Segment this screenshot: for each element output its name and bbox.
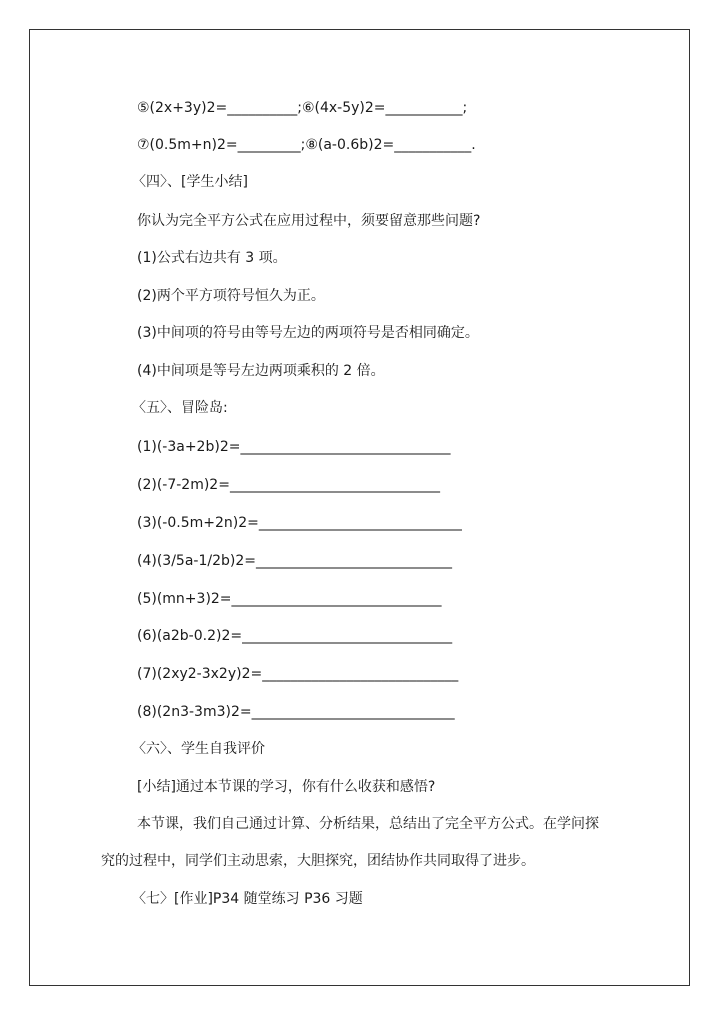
practice-item-8: (8)(2n3-3m3)2=_____________________________ [137, 704, 455, 720]
practice-item-3: (3)(-0.5m+2n)2=_____________________________ [137, 515, 462, 531]
summary-point-1: (1)公式右边共有 3 项。 [137, 250, 287, 266]
practice-item-1: (1)(-3a+2b)2=______________________________ [137, 439, 451, 455]
exercise-line-5-6: ⑤(2x+3y)2=__________;⑥(4x-5y)2=___________; [137, 100, 468, 116]
practice-item-4: (4)(3/5a-1/2b)2=____________________________ [137, 553, 452, 569]
page-border [29, 29, 690, 986]
conclusion-line-2: 究的过程中，同学们主动思索，大胆探究，团结协作共同取得了进步。 [101, 853, 535, 869]
summary-point-3: (3)中间项的符号由等号左边的两项符号是否相同确定。 [137, 325, 479, 341]
practice-item-2: (2)(-7-2m)2=______________________________ [137, 477, 440, 493]
exercise-line-7-8: ⑦(0.5m+n)2=_________;⑧(a-0.6b)2=___________. [137, 137, 476, 153]
summary-point-2: (2)两个平方项符号恒久为正。 [137, 288, 325, 304]
practice-item-5: (5)(mn+3)2=______________________________ [137, 591, 442, 607]
self-review-prompt: [小结]通过本节课的学习，你有什么收获和感悟? [137, 779, 436, 795]
homework-line: 〈七〉[作业]P34 随堂练习 P36 习题 [132, 891, 363, 907]
section-heading-4: 〈四〉、[学生小结] [132, 174, 248, 190]
section-heading-5: 〈五〉、冒险岛: [132, 400, 228, 416]
practice-item-7: (7)(2xy2-3x2y)2=____________________________ [137, 666, 459, 682]
summary-point-4: (4)中间项是等号左边两项乘积的 2 倍。 [137, 363, 385, 379]
conclusion-line-1: 本节课，我们自己通过计算、分析结果，总结出了完全平方公式。在学问探 [137, 816, 599, 832]
section-heading-6: 〈六〉、学生自我评价 [132, 741, 265, 757]
practice-item-6: (6)(a2b-0.2)2=______________________________ [137, 628, 453, 644]
question-text: 你认为完全平方公式在应用过程中，须要留意那些问题? [137, 213, 481, 229]
